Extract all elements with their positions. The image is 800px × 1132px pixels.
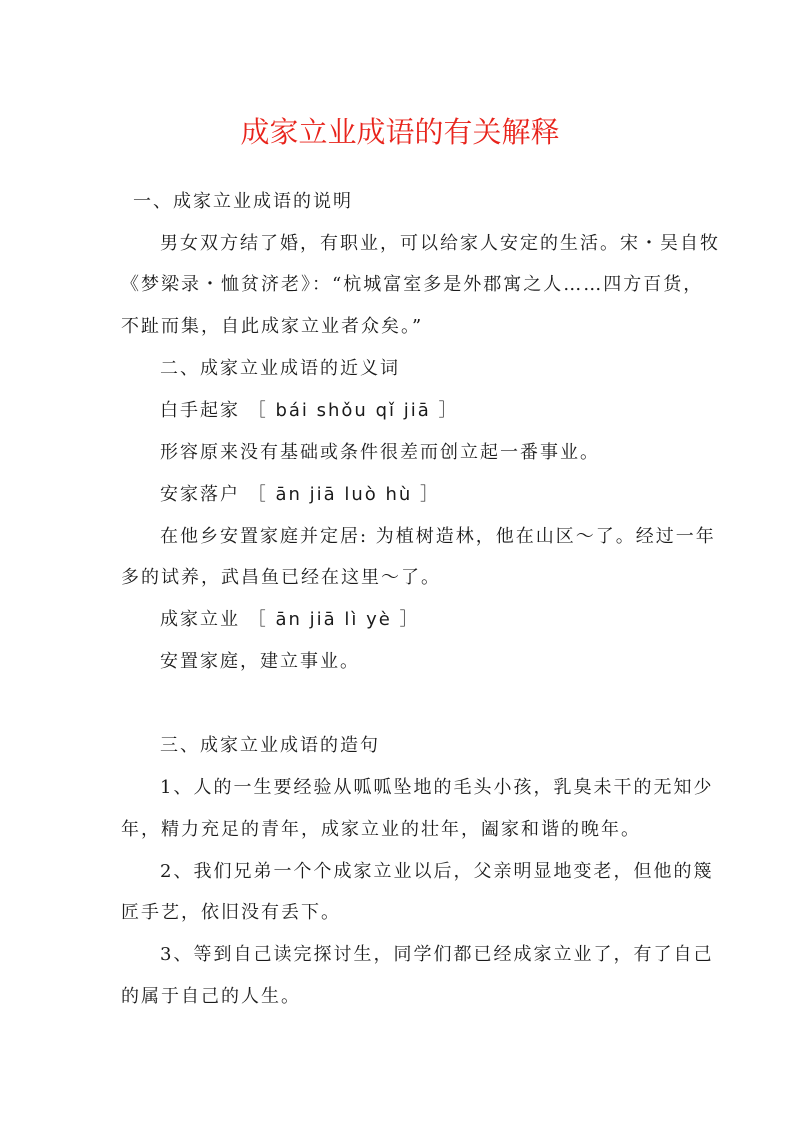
section2-heading: 二、成家立业成语的近义词 — [160, 358, 400, 379]
synonym-entry-3 — [160, 608, 420, 632]
sentence-2-line-1: 2、我们兄弟一个个成家立业以后，父亲明显地变老，但他的篾 — [160, 861, 714, 882]
synonym-pinyin: ［ bái shǒu qǐ jiā ］ — [247, 400, 459, 421]
sentence-3-line-2: 的属于自己的人生。 — [121, 986, 301, 1007]
section1-line-3: 不趾而集，自此成家立业者众矣。” — [121, 316, 424, 337]
sentence-1-line-1: 1、人的一生要经验从呱呱坠地的毛头小孩，乳臭未干的无知少 — [160, 777, 714, 798]
synonym-pinyin: ［ ān jiā luò hù ］ — [247, 484, 441, 505]
synonym-definition-1: 形容原来没有基础或条件很差而创立起一番事业。 — [160, 442, 600, 463]
synonym-word: 安家落户 — [160, 484, 240, 505]
synonym-word: 白手起家 — [160, 400, 240, 421]
sentence-2-line-2: 匠手艺，依旧没有丢下。 — [121, 902, 341, 923]
section1-line-2: 《梦梁录・恤贫济老》：“杭城富室多是外郡寓之人……四方百货， — [121, 274, 704, 295]
section3-heading: 三、成家立业成语的造句 — [160, 735, 380, 756]
synonym-entry-2 — [160, 483, 440, 507]
synonym-definition-3: 安置家庭，建立事业。 — [160, 651, 360, 672]
section1-line-1: 男女双方结了婚，有职业，可以给家人安定的生活。宋・吴自牧 — [160, 233, 720, 254]
section1-heading: 一、成家立业成语的说明 — [133, 191, 353, 212]
document-title: 成家立业成语的有关解释 — [240, 115, 560, 149]
synonym-entry-1 — [160, 399, 458, 423]
synonym-definition-2-line-2: 多的试养，武昌鱼已经在这里～了。 — [121, 567, 441, 588]
synonym-pinyin: ［ ān jiā lì yè ］ — [247, 609, 420, 630]
synonym-word: 成家立业 — [160, 609, 240, 630]
synonym-definition-2-line-1: 在他乡安置家庭并定居: 为植树造林，他在山区～了。经过一年 — [160, 526, 716, 547]
sentence-3-line-1: 3、等到自己读完探讨生，同学们都已经成家立业了，有了自己 — [160, 944, 714, 965]
sentence-1-line-2: 年，精力充足的青年，成家立业的壮年，阖家和谐的晚年。 — [121, 819, 641, 840]
